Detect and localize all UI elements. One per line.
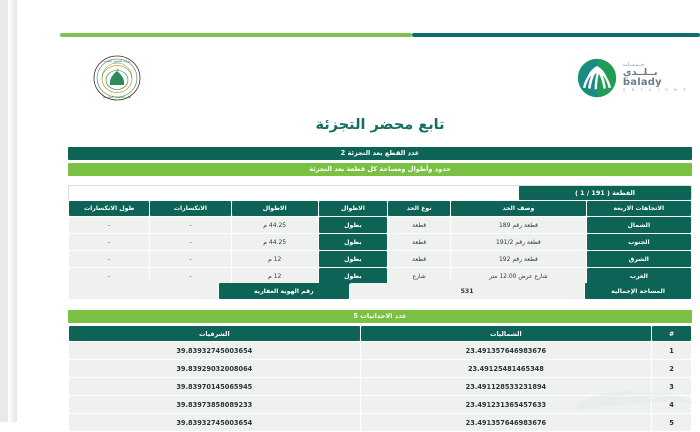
svg-text:وزارة الشؤون البلدية: وزارة الشؤون البلدية	[104, 59, 130, 63]
cell-breaks: -	[150, 234, 230, 250]
totals-grid	[68, 282, 692, 300]
parcel-boundaries-grid	[68, 200, 692, 285]
table-header-row	[69, 326, 691, 341]
cell-breaks: -	[150, 217, 230, 233]
cell-northing: 23.491128533231894	[361, 378, 652, 395]
table-row	[69, 414, 691, 431]
property-id-value	[69, 283, 218, 299]
table-row	[69, 360, 691, 377]
cell-northing: 23.49125481465348	[361, 360, 652, 377]
th-eastings: الشرقيات	[69, 326, 360, 341]
cell-index: 4	[652, 396, 691, 413]
th-border-desc: وصف الحد	[451, 201, 585, 216]
th-index: #	[652, 326, 691, 341]
cell-easting: 39.83932745003654	[69, 342, 360, 359]
parcel-label: القطعة ( 191 / 1 )	[519, 186, 691, 200]
page-content	[60, 0, 700, 427]
cell-breaks-length: -	[69, 217, 149, 233]
table-row	[69, 234, 691, 250]
cell-border-type: قطعة	[388, 217, 450, 233]
cell-easting: 39.83973858089233	[69, 396, 360, 413]
cell-direction: الغرب	[587, 268, 691, 284]
table-row	[69, 217, 691, 233]
cell-length: 12 م	[232, 268, 318, 284]
cell-index: 2	[652, 360, 691, 377]
cell-index: 1	[652, 342, 691, 359]
total-area-value: 531	[350, 283, 584, 299]
parcel-table	[68, 185, 692, 285]
cell-length-tag: بطول	[319, 251, 387, 267]
th-breaks: الانكسارات	[150, 201, 230, 216]
cell-northing: 23.491357646983676	[361, 342, 652, 359]
balady-palm-icon	[577, 58, 617, 98]
cell-northing: 23.491231365457633	[361, 396, 652, 413]
table-row	[69, 283, 691, 299]
cell-length-tag: بطول	[319, 268, 387, 284]
cell-length-tag: بطول	[319, 234, 387, 250]
coordinates-table	[68, 325, 692, 432]
th-northings: الشماليات	[361, 326, 652, 341]
cell-border-type: شارع	[388, 268, 450, 284]
cell-breaks: -	[150, 268, 230, 284]
header-rule-teal-segment	[412, 33, 700, 37]
cell-northing: 23.491357646983676	[361, 414, 652, 431]
cell-index: 3	[652, 378, 691, 395]
th-direction: الاتجاهات الاربعة	[587, 201, 691, 216]
cell-length: 12 م	[232, 251, 318, 267]
cell-border-desc: قطعة رقم 191/2	[451, 234, 585, 250]
cell-easting: 39.83970145065945	[69, 378, 360, 395]
table-header-row	[69, 201, 691, 216]
parcel-title-row	[68, 185, 692, 200]
ministry-emblem-icon	[90, 53, 144, 103]
cell-direction: الشرق	[587, 251, 691, 267]
cell-length-tag: بطول	[319, 217, 387, 233]
property-id-label: رقم الهوية العقارية	[219, 283, 349, 299]
document-page	[8, 0, 700, 427]
balady-wordmark	[623, 63, 688, 94]
cell-direction: الشمال	[587, 217, 691, 233]
table-row	[69, 396, 691, 413]
th-breaks-length: طول الانكسارات	[69, 201, 149, 216]
cell-breaks: -	[150, 251, 230, 267]
table-row	[69, 378, 691, 395]
balady-logo	[577, 55, 688, 101]
th-length-tag: الاطوال	[319, 201, 387, 216]
header-rule-green-segment	[60, 33, 412, 37]
cell-breaks-length: -	[69, 268, 149, 284]
cell-easting: 39.83932745003654	[69, 414, 360, 431]
table-row	[69, 251, 691, 267]
balady-english: balady	[622, 77, 662, 89]
balady-arabic-small: خــدمــات	[622, 61, 645, 68]
header-rule	[60, 33, 700, 37]
cell-breaks-length: -	[69, 251, 149, 267]
page-title: تابع محضر التجزئة	[315, 117, 445, 133]
svg-text:أمانة العاصمة المقدسة: أمانة العاصمة المقدسة	[102, 95, 132, 99]
cell-border-desc: قطعة رقم 192	[451, 251, 585, 267]
cell-easting: 39.83929032008064	[69, 360, 360, 377]
balady-english-sub: s e r v i c e s	[622, 87, 688, 93]
cell-border-desc: قطعة رقم 189	[451, 217, 585, 233]
balady-arabic-main: بــلــدي	[622, 67, 658, 79]
th-length: الاطوال	[232, 201, 318, 216]
cell-border-type: قطعة	[388, 234, 450, 250]
totals-row	[68, 282, 692, 300]
table-row	[69, 342, 691, 359]
th-border-type: نوع الحد	[388, 201, 450, 216]
cell-border-desc: شارع عرض 12.00 متر	[451, 268, 585, 284]
cell-border-type: قطعة	[388, 251, 450, 267]
cell-length: 44.25 م	[232, 217, 318, 233]
total-area-label: المساحة الإجمالية	[585, 283, 691, 299]
page-left-edge-shadow	[8, 0, 17, 422]
coordinates-grid	[68, 325, 692, 432]
cell-index: 5	[652, 414, 691, 431]
cell-length: 44.25 م	[232, 234, 318, 250]
coordinates-count-banner: عدد الاحداثيات 5	[68, 310, 692, 323]
cell-breaks-length: -	[69, 234, 149, 250]
boundaries-section-banner: حدود وأطوال ومساحة كل قطعة بعد التجزئة	[68, 163, 692, 176]
cell-direction: الجنوب	[587, 234, 691, 250]
parcels-count-banner: عدد القطع بعد التجزئة 2	[68, 147, 692, 160]
